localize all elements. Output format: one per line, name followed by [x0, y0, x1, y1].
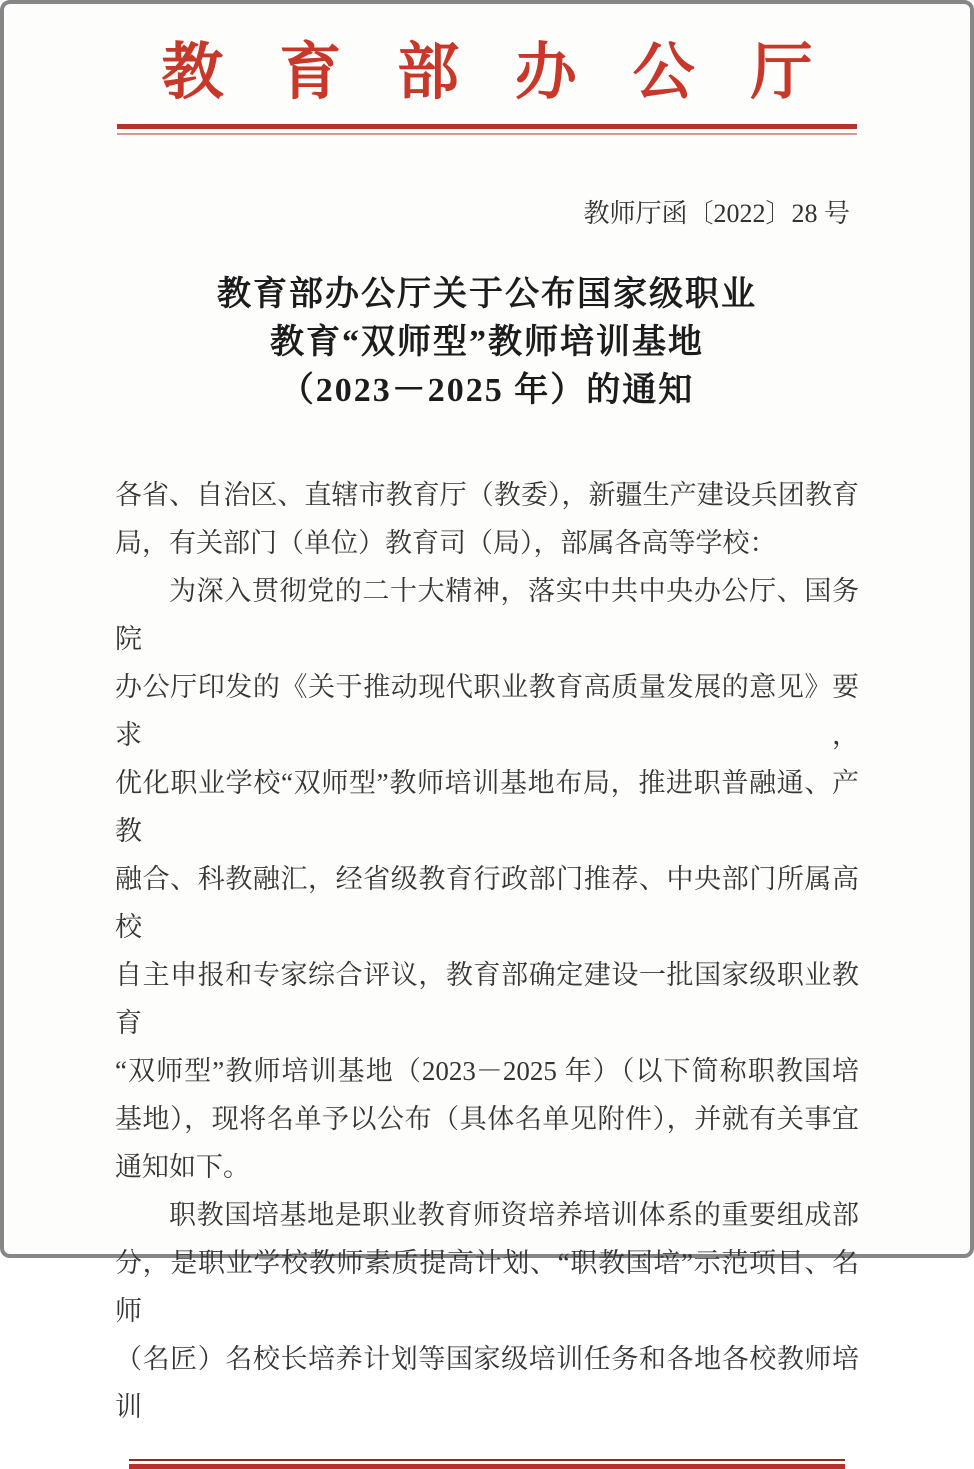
- letterhead-divider-thin-line: [117, 133, 857, 135]
- body-line: 自主申报和专家综合评议，教育部确定建设一批国家级职业教育: [115, 960, 859, 1039]
- body-line: 优化职业学校“双师型”教师培训基地布局，推进职普融通、产教: [115, 768, 859, 847]
- letterhead-title: 教育部办公厅: [161, 39, 869, 107]
- body-line: 为深入贯彻党的二十大精神，落实中共中央办公厅、国务院: [115, 576, 859, 655]
- footer-divider-thick-line: [129, 1464, 845, 1469]
- body-line: （名匠）名校长培养计划等国家级培训任务和各地各校教师培训: [115, 1344, 859, 1423]
- footer-divider-thin-line: [129, 1459, 845, 1461]
- notice-title: [4, 271, 970, 415]
- title-line: （2023－2025 年）的通知: [279, 372, 695, 410]
- body-line: 融合、科教融汇，经省级教育行政部门推荐、中央部门所属高校: [115, 864, 859, 943]
- body-line: “双师型”教师培训基地（2023－2025 年）（以下简称职教国培: [115, 1056, 859, 1087]
- letterhead-divider: [117, 124, 857, 135]
- notice-body: [115, 471, 859, 1431]
- title-line: 教育“双师型”教师培训基地: [270, 324, 704, 362]
- body-line: 局，有关部门（单位）教育司（局），部属各高等学校：: [115, 528, 777, 559]
- body-line: 基地），现将名单予以公布（具体名单见附件），并就有关事宜: [115, 1104, 859, 1135]
- body-line: 通知如下。: [115, 1152, 250, 1183]
- body-line: 分，是职业学校教师素质提高计划、“职教国培”示范项目、名师: [115, 1248, 859, 1327]
- letterhead-divider-thick-line: [117, 124, 857, 129]
- body-line: 各省、自治区、直辖市教育厅（教委），新疆生产建设兵团教育: [115, 480, 859, 511]
- footer-divider: [129, 1459, 845, 1469]
- doc-number: 教师厅函〔2022〕28 号: [583, 199, 850, 229]
- title-line: 教育部办公厅关于公布国家级职业: [217, 276, 757, 314]
- body-line: 职教国培基地是职业教育师资培养培训体系的重要组成部: [169, 1200, 859, 1231]
- body-line: 办公厅印发的《关于推动现代职业教育高质量发展的意见》要求，: [115, 672, 859, 751]
